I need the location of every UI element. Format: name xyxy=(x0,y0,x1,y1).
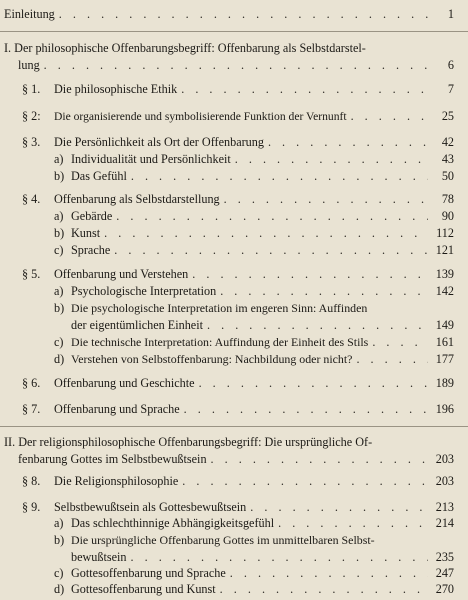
section-number: § 6. xyxy=(22,376,41,390)
entry-title: Gottesoffenbarung und Kunst xyxy=(71,582,216,596)
subsection-label: b) xyxy=(54,301,65,315)
toc-subsection-4b xyxy=(54,225,454,242)
section-number: § 5. xyxy=(22,267,41,281)
entry-title: Das Gefühl xyxy=(71,169,127,183)
entry-title-line1: Die psychologische Interpretation im engeren Sinn: Auffinden xyxy=(71,301,368,315)
part-title-line1: I. Der philosophische Offenbarungsbegriff: Offenbarung als Selbstdarstel- xyxy=(4,41,366,55)
dot-leader xyxy=(207,317,428,334)
entry-title: Gottesoffenbarung und Sprache xyxy=(71,566,226,580)
entry-page: 203 xyxy=(435,474,454,488)
entry-page: 139 xyxy=(435,267,454,281)
toc-subsection-3b xyxy=(54,168,454,185)
entry-page: 121 xyxy=(435,243,454,257)
subsection-label: b) xyxy=(54,533,65,547)
entry-title: Die organisierende und symbolisierende Funktion der Vernunft xyxy=(54,110,347,123)
entry-page: 6 xyxy=(447,58,454,72)
toc-subsection-9d xyxy=(54,581,454,598)
toc-section-9 xyxy=(22,499,454,516)
toc-section-3 xyxy=(22,134,454,151)
dot-leader xyxy=(114,242,428,259)
dot-leader xyxy=(230,565,428,582)
toc-subsection-4a xyxy=(54,208,454,225)
subsection-label: a) xyxy=(54,516,64,530)
entry-page: 50 xyxy=(441,169,454,183)
entry-title: Die Persönlichkeit als Ort der Offenbarung xyxy=(54,135,264,149)
dot-leader xyxy=(220,283,428,300)
entry-title: Individualität und Persönlichkeit xyxy=(71,152,231,166)
entry-page: 1 xyxy=(447,7,454,21)
toc-section-6 xyxy=(22,375,454,392)
subsection-label: a) xyxy=(54,209,64,223)
entry-title-line2: bewußtsein xyxy=(71,550,127,564)
subsection-label: a) xyxy=(54,284,64,298)
dot-leader xyxy=(211,451,428,468)
toc-subsection-3a xyxy=(54,151,454,168)
dot-leader xyxy=(44,57,428,74)
entry-page: 142 xyxy=(435,284,454,298)
dot-leader xyxy=(184,401,428,418)
entry-title: Verstehen von Selbstoffenbarung: Nachbildung oder nicht? xyxy=(71,352,353,366)
toc-part-1 xyxy=(4,40,454,74)
subsection-label: d) xyxy=(54,582,65,596)
toc-subsection-5c xyxy=(54,334,454,351)
dot-leader xyxy=(116,208,428,225)
section-number: § 4. xyxy=(22,192,41,206)
toc-section-8 xyxy=(22,473,454,490)
toc-entry-intro xyxy=(4,6,454,23)
entry-title-line2: der eigentümlichen Einheit xyxy=(71,318,203,332)
entry-page: 203 xyxy=(435,452,454,466)
dot-leader xyxy=(181,81,428,98)
entry-title: Offenbarung und Verstehen xyxy=(54,267,189,281)
section-number: § 1. xyxy=(22,82,41,96)
toc-subsection-9b xyxy=(54,532,454,566)
entry-title: Offenbarung und Sprache xyxy=(54,402,180,416)
entry-page: 7 xyxy=(447,82,454,96)
subsection-label: d) xyxy=(54,352,65,366)
toc-subsection-5b xyxy=(54,300,454,334)
entry-page: 196 xyxy=(435,402,454,416)
part-title-line2: fenbarung Gottes im Selbstbewußtsein xyxy=(18,452,207,466)
entry-page: 25 xyxy=(441,109,454,123)
dot-leader xyxy=(372,334,428,351)
dot-leader xyxy=(235,151,428,168)
toc-section-2 xyxy=(22,108,454,125)
entry-title: Das schlechthinnige Abhängigkeitsgefühl xyxy=(71,516,275,530)
entry-page: 247 xyxy=(435,566,454,580)
dot-leader xyxy=(59,6,428,23)
toc-section-7 xyxy=(22,401,454,418)
entry-page: 161 xyxy=(435,335,454,349)
entry-title-line1: Die ursprüngliche Offenbarung Gottes im unmittelbaren Selbst- xyxy=(71,533,375,547)
dot-leader xyxy=(199,375,428,392)
toc-subsection-4c xyxy=(54,242,454,259)
entry-page: 235 xyxy=(435,550,454,564)
entry-title: Selbstbewußtsein als Gottesbewußtsein xyxy=(54,500,247,514)
entry-page: 214 xyxy=(435,516,454,530)
part-title-line1: II. Der religionsphilosophische Offenbarungsbegriff: Die ursprüngliche Of- xyxy=(4,435,373,449)
entry-title: Die technische Interpretation: Auffindung der Einheit des Stils xyxy=(71,335,369,349)
toc-section-4 xyxy=(22,191,454,208)
toc-subsection-9a xyxy=(54,515,454,532)
toc-section-1 xyxy=(22,81,454,98)
entry-page: 149 xyxy=(435,318,454,332)
entry-title: Die Religionsphilosophie xyxy=(54,474,179,488)
part-title-line2: lung xyxy=(18,58,40,72)
dot-leader xyxy=(220,581,428,598)
dot-leader xyxy=(182,473,428,490)
section-number: § 3. xyxy=(22,135,41,149)
dot-leader xyxy=(131,549,428,566)
subsection-label: c) xyxy=(54,243,64,257)
toc-part-2 xyxy=(4,434,454,468)
entry-title: Einleitung xyxy=(4,7,55,21)
dot-leader xyxy=(268,134,428,151)
entry-title: Psychologische Interpretation xyxy=(71,284,217,298)
subsection-label: b) xyxy=(54,169,65,183)
subsection-label: c) xyxy=(54,335,64,349)
section-number: § 7. xyxy=(22,402,41,416)
entry-page: 42 xyxy=(441,135,454,149)
entry-page: 177 xyxy=(435,352,454,366)
toc-section-5 xyxy=(22,266,454,283)
entry-title: Offenbarung und Geschichte xyxy=(54,376,195,390)
entry-title: Kunst xyxy=(71,226,101,240)
dot-leader xyxy=(104,225,428,242)
entry-page: 270 xyxy=(435,582,454,596)
dot-leader xyxy=(192,266,428,283)
entry-title: Sprache xyxy=(71,243,111,257)
entry-title: Die philosophische Ethik xyxy=(54,82,178,96)
subsection-label: a) xyxy=(54,152,64,166)
entry-title: Offenbarung als Selbstdarstellung xyxy=(54,192,220,206)
divider xyxy=(0,31,468,32)
toc-subsection-9c xyxy=(54,565,454,582)
dot-leader xyxy=(250,499,428,516)
entry-page: 189 xyxy=(435,376,454,390)
section-number: § 2: xyxy=(22,109,41,123)
entry-page: 213 xyxy=(435,500,454,514)
toc-subsection-5a xyxy=(54,283,454,300)
section-number: § 9. xyxy=(22,500,41,514)
entry-page: 90 xyxy=(441,209,454,223)
entry-title: Gebärde xyxy=(71,209,113,223)
subsection-label: b) xyxy=(54,226,65,240)
dot-leader xyxy=(356,351,428,368)
dot-leader xyxy=(131,168,428,185)
divider xyxy=(0,426,468,427)
subsection-label: c) xyxy=(54,566,64,580)
entry-page: 78 xyxy=(441,192,454,206)
dot-leader xyxy=(351,108,428,125)
toc-subsection-5d xyxy=(54,351,454,368)
section-number: § 8. xyxy=(22,474,41,488)
entry-page: 112 xyxy=(436,226,454,240)
entry-page: 43 xyxy=(441,152,454,166)
dot-leader xyxy=(224,191,428,208)
dot-leader xyxy=(278,515,428,532)
